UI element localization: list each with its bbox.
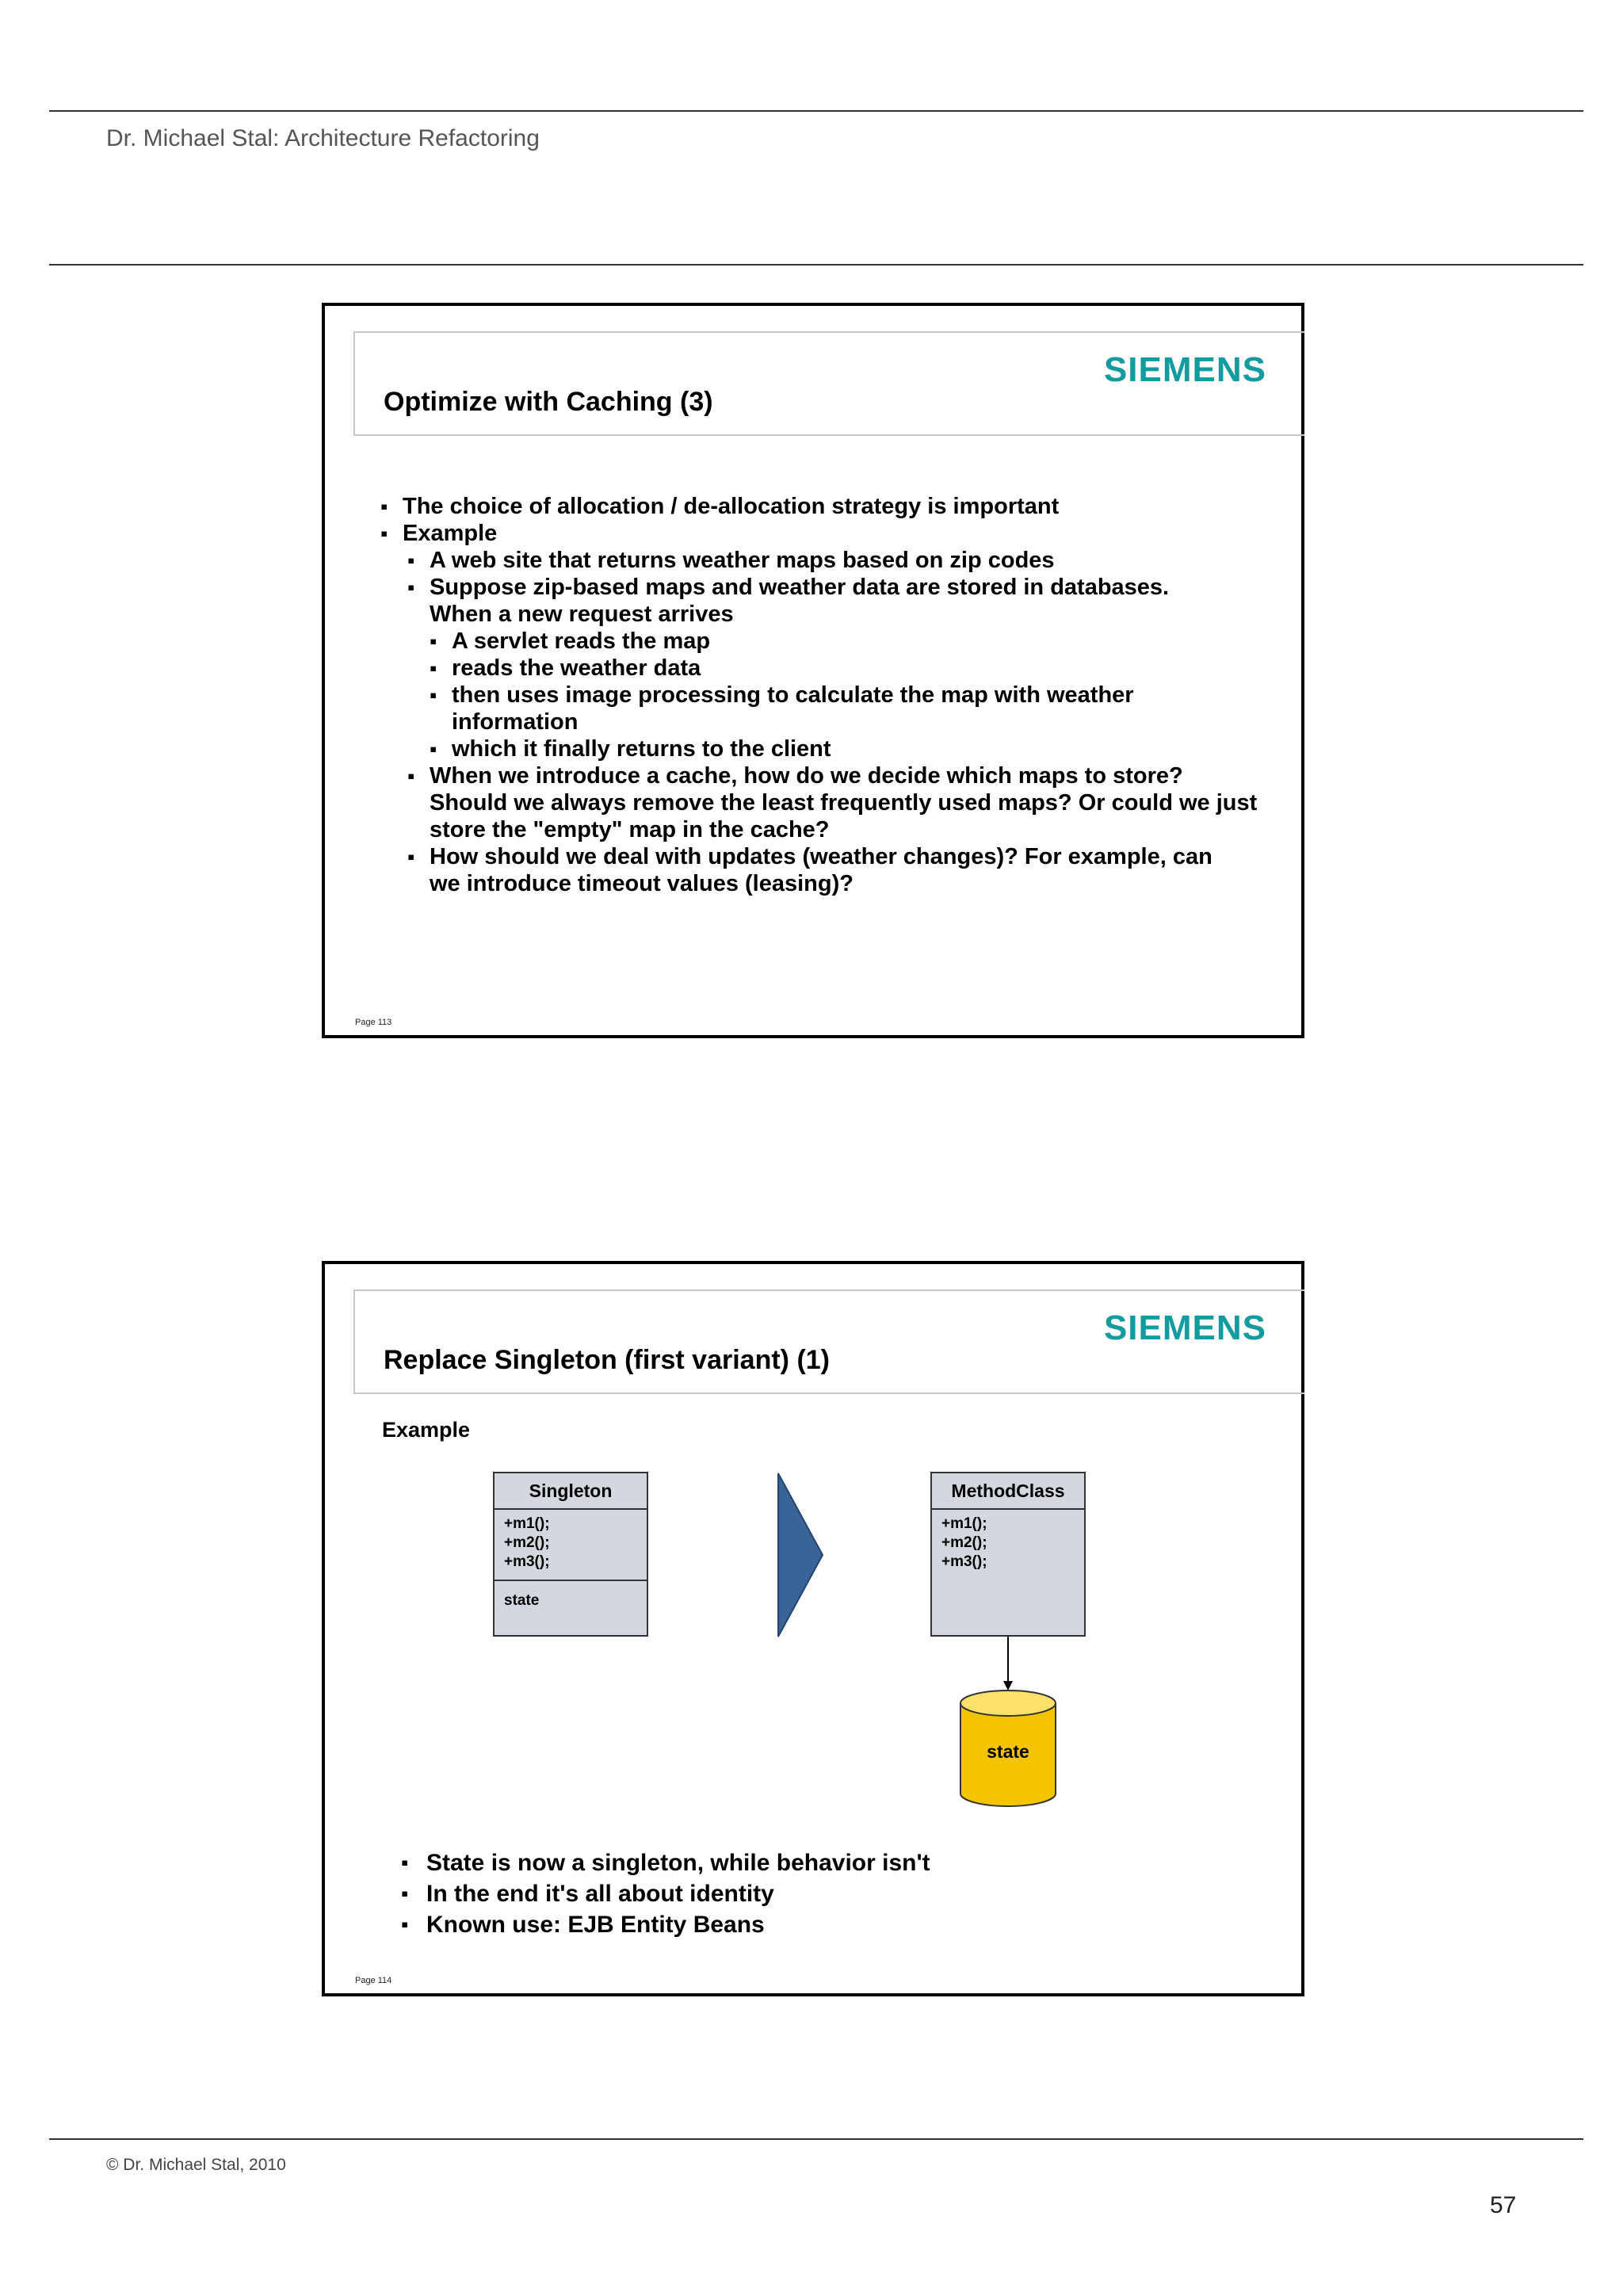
bullet-item: ▪ Example	[380, 520, 1284, 547]
example-label: Example	[382, 1418, 471, 1442]
bullet-item: ▪ When we introduce a cache, how do we decide which maps to store? Should we always remove the least frequently used maps? Or could we just store the "empty" map in the cache?	[380, 762, 1262, 843]
methodclass-box	[930, 1472, 1086, 1637]
method-item: +m2();	[941, 1534, 987, 1551]
slide-page-tag: Page 113	[355, 1018, 392, 1027]
bullet-item: ▪ The choice of allocation / de-allocation strategy is important	[380, 493, 1284, 520]
dependency-arrow-icon	[999, 1637, 1018, 1692]
bullet-item: ▪ then uses image processing to calculate the map with weather information	[380, 682, 1228, 735]
bullet-item: ▪ A web site that returns weather maps based on zip codes	[380, 547, 1284, 574]
slide-header-box	[353, 1289, 1304, 1394]
bullet-item: ▪ which it finally returns to the client	[380, 735, 1284, 762]
class-methods	[495, 1510, 647, 1576]
document-header-title: Dr. Michael Stal: Architecture Refactoring	[106, 125, 540, 151]
slide-replace-singleton	[322, 1261, 1304, 1996]
class-methods	[932, 1510, 1084, 1576]
siemens-logo: SIEMENS	[1103, 350, 1266, 389]
bullet-item: ▪ A servlet reads the map	[380, 628, 1284, 655]
method-item: +m2();	[504, 1534, 550, 1551]
bullet-item: ▪ How should we deal with updates (weather changes)? For example, can we introduce timeout values (leasing)?	[380, 843, 1222, 897]
database-label: state	[987, 1741, 1029, 1762]
bullet-item: ▪ Known use: EJB Entity Beans	[401, 1909, 930, 1940]
slide-header-box	[353, 331, 1304, 436]
footer-rule	[49, 2138, 1583, 2140]
transform-arrow-icon	[777, 1472, 826, 1638]
state-database	[959, 1689, 1057, 1808]
class-name: MethodClass	[932, 1473, 1084, 1510]
bullet-item: ▪ Suppose zip-based maps and weather data are stored in databases. When a new request arrives	[380, 574, 1222, 628]
siemens-logo: SIEMENS	[1103, 1308, 1266, 1347]
class-name: Singleton	[495, 1473, 647, 1510]
slide-bullet-list	[380, 493, 1284, 897]
slide-title: Optimize with Caching (3)	[384, 387, 713, 417]
class-state: state	[495, 1580, 647, 1621]
slide-page-tag: Page 114	[355, 1976, 392, 1985]
method-item: +m3();	[941, 1553, 987, 1570]
header-top-rule	[49, 110, 1583, 112]
method-item: +m1();	[941, 1515, 987, 1532]
bullet-item: ▪ reads the weather data	[380, 655, 1284, 682]
header-bottom-rule	[49, 264, 1583, 266]
slide-optimize-caching	[322, 303, 1304, 1038]
method-item: +m3();	[504, 1553, 550, 1570]
footer-copyright: © Dr. Michael Stal, 2010	[106, 2156, 286, 2174]
singleton-class-box	[493, 1472, 648, 1637]
bullet-item: ▪ In the end it's all about identity	[401, 1878, 930, 1909]
slide-title: Replace Singleton (first variant) (1)	[384, 1345, 830, 1375]
page-number: 57	[1490, 2192, 1517, 2218]
bullet-item: ▪ State is now a singleton, while behavior isn't	[401, 1847, 930, 1878]
method-item: +m1();	[504, 1515, 550, 1532]
slide-bullet-list	[401, 1847, 930, 1940]
